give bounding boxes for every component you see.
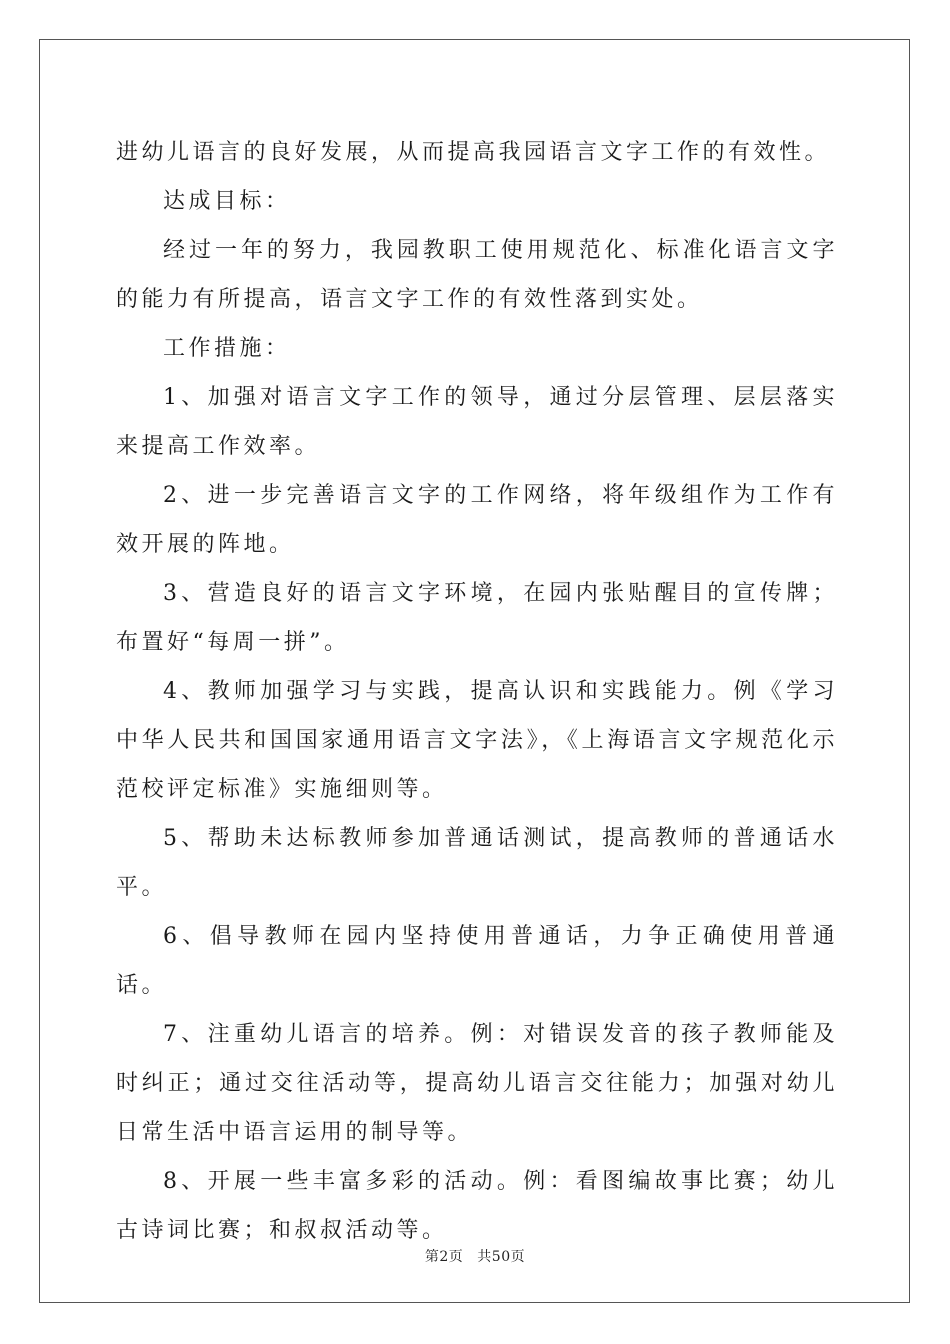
paragraph-5: 1、加强对语言文字工作的领导，通过分层管理、层层落实来提高工作效率。 xyxy=(116,385,838,459)
paragraph-2: 达成目标： xyxy=(163,189,291,214)
paragraph-4: 工作措施： xyxy=(163,336,291,361)
page-total: 共50页 xyxy=(477,1249,526,1265)
paragraph-7: 3、营造良好的语言文字环境，在园内张贴醒目的宣传牌；布置好“每周一拼”。 xyxy=(116,581,838,655)
paragraph-8: 4、教师加强学习与实践，提高认识和实践能力。例《学习中华人民共和国国家通用语言文字法》，《上海语言文字规范化示范校评定标准》实施细则等。 xyxy=(116,679,838,802)
page-number: 第2页 xyxy=(424,1249,464,1265)
paragraph-10: 6、倡导教师在园内坚持使用普通话，力争正确使用普通话。 xyxy=(116,924,838,998)
paragraph-6: 2、进一步完善语言文字的工作网络，将年级组作为工作有效开展的阵地。 xyxy=(116,483,838,557)
paragraph-12: 8、开展一些丰富多彩的活动。例：看图编故事比赛；幼儿古诗词比赛；和叔叔活动等。 xyxy=(116,1169,838,1243)
paragraph-11: 7、注重幼儿语言的培养。例：对错误发音的孩子教师能及时纠正；通过交往活动等，提高幼儿语言交往能力；加强对幼儿日常生活中语言运用的制导等。 xyxy=(116,1022,838,1145)
paragraph-3: 经过一年的努力，我园教职工使用规范化、标准化语言文字的能力有所提高，语言文字工作的有效性落到实处。 xyxy=(116,238,838,312)
document-body xyxy=(116,128,838,1255)
paragraph-9: 5、帮助未达标教师参加普通话测试，提高教师的普通话水平。 xyxy=(116,826,838,900)
paragraph-1: 进幼儿语言的良好发展，从而提高我园语言文字工作的有效性。 xyxy=(116,140,831,165)
page-footer xyxy=(0,1247,950,1267)
